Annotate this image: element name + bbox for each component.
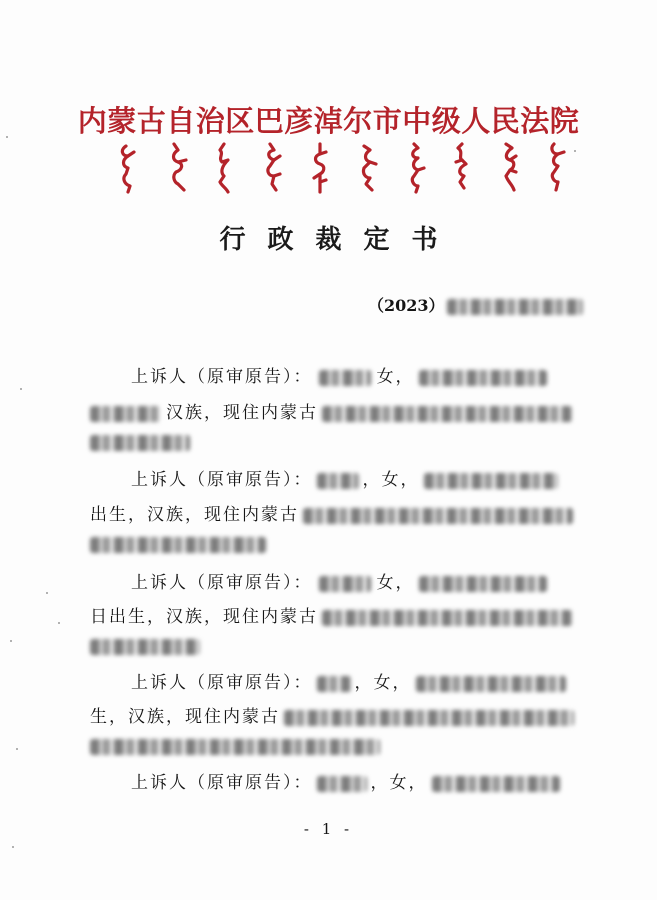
party-3-line-3 [90, 636, 200, 656]
party-4-line-1 [131, 668, 566, 693]
scan-speck [12, 846, 14, 848]
party-1-line-2 [90, 398, 572, 423]
redacted-name [317, 473, 359, 489]
mongolian-script-icon [112, 140, 572, 194]
page-number: - 1 - [303, 820, 354, 838]
redacted-address [90, 537, 266, 553]
redacted-name [319, 370, 371, 386]
redacted-name [319, 576, 371, 592]
party-separator: 女， [376, 573, 415, 593]
document-title: 行政裁定书 [219, 225, 460, 255]
redacted-birthdate [90, 406, 160, 422]
redacted-address [322, 610, 572, 626]
party-address-prefix: 生，汉族，现住内蒙古 [90, 707, 280, 727]
party-separator: 女， [376, 367, 415, 387]
redacted-birthdate [419, 370, 547, 386]
party-4-line-2 [90, 702, 574, 727]
redacted-address [90, 739, 380, 755]
redacted-address [284, 710, 574, 726]
redacted-birthdate [416, 676, 566, 692]
court-name-heading: 内蒙古自治区巴彦淖尔市中级人民法院 [77, 104, 580, 138]
party-address-prefix: 日出生，汉族，现住内蒙古 [90, 607, 318, 627]
scan-speck [10, 640, 12, 642]
scan-speck [16, 748, 18, 750]
scan-speck [20, 388, 22, 390]
redacted-birthdate [432, 776, 560, 792]
party-2-line-3 [90, 534, 266, 554]
redacted-address [303, 508, 573, 524]
party-label: 上诉人（原审原告）： [131, 773, 313, 793]
party-4-line-3 [90, 736, 380, 756]
party-2-line-1 [131, 465, 558, 490]
case-number-prefix: （2023） [368, 296, 445, 315]
scan-speck [6, 136, 8, 138]
party-separator: ，女， [362, 470, 420, 490]
party-label: 上诉人（原审原告）： [131, 673, 313, 693]
party-2-line-2 [90, 500, 573, 525]
party-separator: ，女， [370, 773, 428, 793]
party-5-line-1 [131, 768, 560, 793]
redacted-birthdate [419, 576, 547, 592]
redacted-birthdate [424, 473, 558, 489]
party-label: 上诉人（原审原告）： [131, 470, 313, 490]
case-number [368, 293, 583, 316]
party-3-line-1 [131, 568, 547, 593]
redacted-address [90, 435, 190, 451]
party-address-prefix: 出生，汉族，现住内蒙古 [90, 505, 299, 525]
redacted-name [317, 676, 351, 692]
scan-speck [574, 150, 576, 152]
scan-speck [46, 592, 48, 594]
party-1-line-1 [131, 362, 547, 387]
redacted-address [322, 406, 572, 422]
party-label: 上诉人（原审原告）： [131, 573, 313, 593]
redacted-address [90, 639, 200, 655]
party-separator: ，女， [354, 673, 412, 693]
party-1-line-3 [90, 432, 190, 452]
scan-speck [58, 622, 60, 624]
redacted-name [317, 776, 367, 792]
redacted-case-number [447, 299, 583, 315]
party-3-line-2 [90, 602, 572, 627]
party-address-prefix: 汉族，现住内蒙古 [166, 403, 318, 423]
party-label: 上诉人（原审原告）： [131, 367, 313, 387]
